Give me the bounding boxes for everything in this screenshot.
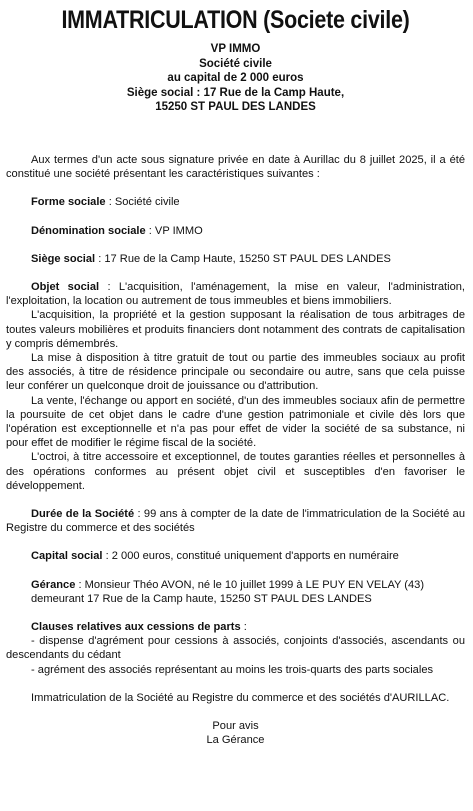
duree-label: Durée de la Société <box>31 508 135 521</box>
gerance <box>6 578 465 592</box>
siege-value: : 17 Rue de la Camp Haute, 15250 ST PAUL DES LANDES <box>95 252 391 265</box>
duree-societe <box>6 507 465 535</box>
objet-paragraph: L'acquisition, la propriété et la gestion supposant la réalisation de tous arbitrages de toutes valeurs mobilières et produits financiers dont notamment des contrats de capitalisation y compris démembrés. <box>6 309 465 350</box>
denomination-value: : VP IMMO <box>145 224 203 237</box>
legal-notice <box>0 6 473 811</box>
gerance-value: : Monsieur Théo AVON, né le 10 juillet 1999 à LE PUY EN VELAY (43) <box>75 578 425 591</box>
immatriculation-paragraph: Immatriculation de la Société au Registre du commerce et des sociétés d'AURILLAC. <box>31 691 450 704</box>
signature-line: La Gérance <box>206 734 265 747</box>
forme-label: Forme sociale <box>31 196 106 209</box>
clause-item: - dispense d'agrément pour cessions à associés, conjoints d'associés, ascendants ou descendants du cédant <box>6 635 465 662</box>
objet-paragraph: La vente, l'échange ou apport en société, d'un des immeubles sociaux afin de permettre la poursuite de cet objet dans le cadre d'une gestion patrimoniale et civile dès lors que l'opération est exceptionnelle et n'a pas pour effet de vider la société de sa substance, ni pour effet de modifier le régime fiscal de la société. <box>6 394 465 450</box>
capital-social <box>6 549 465 563</box>
objet-social <box>6 280 465 308</box>
clauses-label: Clauses relatives aux cessions de parts <box>31 621 241 634</box>
closing-line: Pour avis <box>212 720 259 733</box>
objet-value: : L'acquisition, l'aménagement, la mise en valeur, l'administration, l'exploitation, la location ou autrement de tous immeubles et biens immobiliers. <box>6 280 465 308</box>
objet-paragraph: La mise à disposition à titre gratuit de tout ou partie des immeubles sociaux au profit des associés, à titre de résidence principale ou secondaire ou autre, sans que cela puisse leur conférer un quelconque droit de jouissance ou d'attribution. <box>6 352 465 393</box>
siege-label: Siège social <box>31 252 96 265</box>
capital-value: : 2 000 euros, constitué uniquement d'apports en numéraire <box>102 550 399 563</box>
notice-title: IMMATRICULATION (Societe civile) <box>61 6 410 34</box>
company-header <box>6 42 465 115</box>
company-seat: Siège social : 17 Rue de la Camp Haute, <box>126 86 345 99</box>
gerance-label: Gérance <box>31 578 76 591</box>
notice-body <box>6 153 465 748</box>
duree-value: : 99 ans à compter de la date de l'immatriculation de la Société au Registre du commerce et des sociétés <box>6 508 465 535</box>
intro-paragraph: Aux termes d'un acte sous signature privée en date à Aurillac du 8 juillet 2025, il a été constitué une société présentant les caractéristiques suivantes : <box>6 153 465 181</box>
company-form: Société civile <box>199 57 272 70</box>
objet-label: Objet social <box>31 280 100 293</box>
clauses-suffix: : <box>240 621 247 634</box>
clauses-heading <box>6 620 465 634</box>
company-city: 15250 ST PAUL DES LANDES <box>155 101 316 114</box>
company-capital: au capital de 2 000 euros <box>167 72 304 85</box>
objet-paragraph: L'octroi, à titre accessoire et exceptionnel, de toutes garanties réelles et personnelles à des opérations conformes au présent objet civil et susceptibles d'en favoriser le développement. <box>6 451 465 492</box>
denomination-label: Dénomination sociale <box>31 224 146 237</box>
denomination-sociale <box>6 224 465 238</box>
clause-item: - agrément des associés représentant au moins les trois-quarts des parts sociales <box>31 663 434 676</box>
siege-social <box>6 252 465 266</box>
gerance-address: demeurant 17 Rue de la Camp haute, 15250 ST PAUL DES LANDES <box>31 592 372 605</box>
company-name: VP IMMO <box>210 43 261 55</box>
forme-value: : Société civile <box>105 196 180 209</box>
capital-label: Capital social <box>31 550 103 563</box>
forme-sociale <box>6 195 465 209</box>
